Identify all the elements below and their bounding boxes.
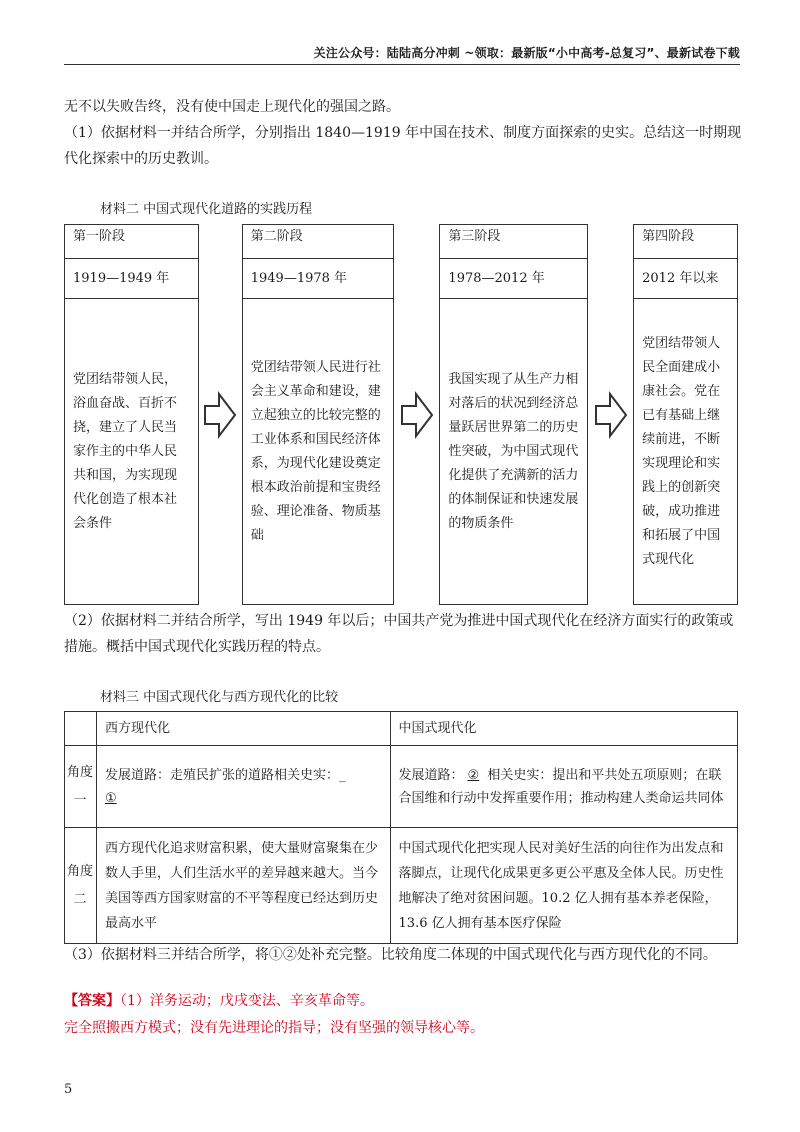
material-3-table <box>64 711 738 944</box>
stage-2-period: 1949—1978 年 <box>242 259 394 299</box>
stage-4-period: 2012 年以来 <box>634 259 738 299</box>
page-header: 关注公众号：陆陆高分冲刺 ~领取：最新版“小中高考-总复习”、最新试卷下载 <box>313 46 740 60</box>
col-west-header: 西方现代化 <box>96 712 390 746</box>
stage-3-name: 第三阶段 <box>440 225 588 259</box>
right-arrow-icon <box>400 390 434 440</box>
stage-1-period: 1919—1949 年 <box>65 259 199 299</box>
row-2-label: 角度二 <box>65 828 97 944</box>
stage-3-period: 1978—2012 年 <box>440 259 588 299</box>
blank-2: ② <box>467 767 480 783</box>
material-2-table <box>64 224 738 605</box>
page-number: 5 <box>64 1082 73 1097</box>
stage-1-name: 第一阶段 <box>65 225 199 259</box>
row-2-west: 西方现代化追求财富积累，使大量财富聚集在少数人手里，人们生活水平的差异越来越大。当今美国等西方国家财富的不平等程度已经达到历史最高水平 <box>96 828 390 944</box>
stage-4-name: 第四阶段 <box>634 225 738 259</box>
arrow-cell-1 <box>198 225 242 605</box>
corner-cell <box>65 712 97 746</box>
arrow-cell-3 <box>588 225 634 605</box>
question-2: （2）依据材料二并结合所学，写出 1949 年以后；中国共产党为推进中国式现代化在经济方面实行的政策或措施。概括中国式现代化实践历程的特点。 <box>64 613 734 655</box>
row-1-label: 角度一 <box>65 746 97 828</box>
col-china-header: 中国式现代化 <box>390 712 737 746</box>
right-arrow-icon <box>594 390 628 440</box>
arrow-cell-2 <box>394 225 440 605</box>
intro-line: 无不以失败告终，没有使中国走上现代化的强国之路。 <box>64 99 400 115</box>
material-3-caption: 材料三 中国式现代化与西方现代化的比较 <box>100 690 339 705</box>
stage-2-desc: 党团结带领人民进行社会主义革命和建设，建立起独立的比较完整的工业体系和国民经济体系，为现代化建设奠定根本政治前提和宝贵经验、理论准备、物质基础 <box>242 299 394 605</box>
stage-2-name: 第二阶段 <box>242 225 394 259</box>
question-3: （3）依据材料三并结合所学，将①②处补充完整。比较角度二体现的中国式现代化与西方现代化的不同。 <box>64 947 717 963</box>
row-1-china: 发展道路： ② 相关史实：提出和平共处五项原则；在联合国维和行动中发挥重要作用；推动构建人类命运共同体 <box>390 746 737 828</box>
stage-4-desc: 党团结带领人民全面建成小康社会。党在已有基础上继续前进，不断实现理论和实践上的创新突破，成功推进和拓展了中国式现代化 <box>634 299 738 605</box>
stage-3-desc: 我国实现了从生产力相对落后的状况到经济总量跃居世界第二的历史性突破，为中国式现代化提供了充满新的活力的体制保证和快速发展的物质条件 <box>440 299 588 605</box>
row-2-china: 中国式现代化把实现人民对美好生活的向往作为出发点和落脚点，让现代化成果更多更公平惠及全体人民。历史性地解决了绝对贫困问题。10.2 亿人拥有基本养老保险，13.6 亿人拥有基本医疗保险 <box>390 828 737 944</box>
material-2-caption: 材料二 中国式现代化道路的实践历程 <box>100 202 313 217</box>
answer-block <box>64 988 744 1042</box>
answer-line-2: 完全照搬西方模式；没有先进理论的指导；没有坚强的领导核心等。 <box>64 1020 484 1036</box>
question-1: （1）依据材料一并结合所学，分别指出 1840—1919 年中国在技术、制度方面探索的史实。总结这一时期现代化探索中的历史教训。 <box>64 125 742 167</box>
header-rule <box>64 64 740 65</box>
answer-tag: 【答案】 <box>64 993 120 1009</box>
stage-1-desc: 党团结带领人民，浴血奋战、百折不挠，建立了人民当家作主的中华人民共和国，为实现现代化创造了根本社会条件 <box>65 299 199 605</box>
right-arrow-icon <box>203 390 237 440</box>
answer-line-1: （1）洋务运动；戊戌变法、辛亥革命等。 <box>120 993 374 1009</box>
row-1-west: 发展道路：走殖民扩张的道路相关史实：_ ① <box>96 746 390 828</box>
blank-1: ① <box>104 790 117 806</box>
